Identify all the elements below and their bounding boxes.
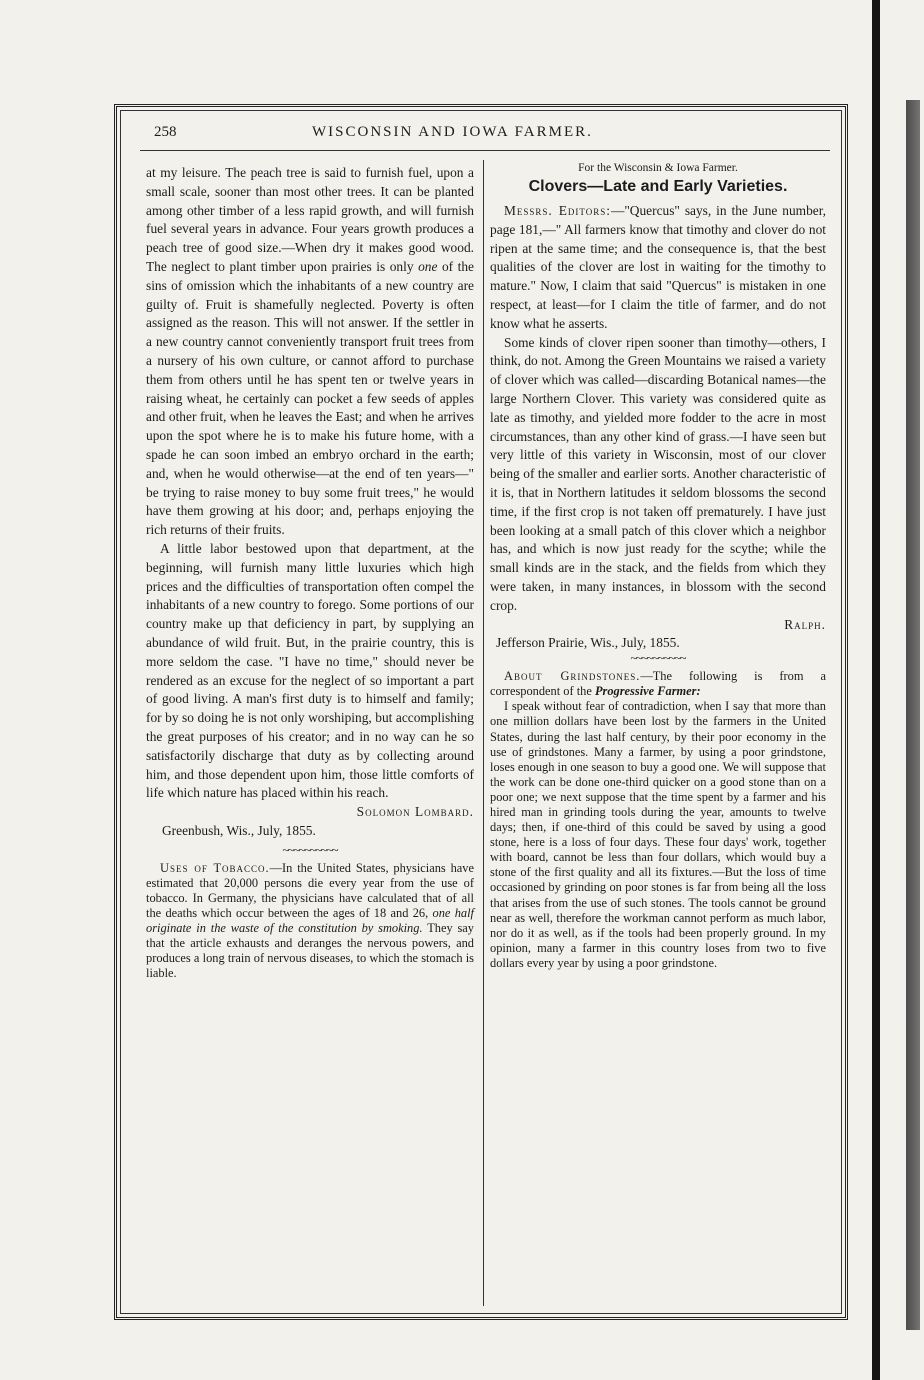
section-divider-swash-right: ~~~~~~~~~~ bbox=[630, 651, 686, 666]
next-page-edge bbox=[906, 100, 920, 1330]
byline-for: For the Wisconsin & Iowa Farmer. bbox=[578, 162, 738, 174]
left-paragraph-1: at my leisure. The peach tree is said to furnish fuel, upon a small scale, sooner than most other trees. It can be planted among other timber of a less rapid growth, and will furnish fuel several years in advance. Four years growth produces a peach tree of good size.—When dry it makes good wood. The neglect to plant timber upon prairies is only one of the sins of omission which the inhabitants of a new country are guilty of. Fruit is shamefully neglected. Poverty is often assigned as the reason. This will not answer. If the settler in a new country cannot conveniently transport fruit trees from a nursery of his own culture, or cannot afford to purchase them from others until he has spent ten or twelve years in raising wheat, he certainly can pocket a few seeds of apples and other fruit, when he leaves the East; and when he arrives upon the spot where he is to make his future home, with a spade he can soon imbed an embryo orchard in the earth; and, when he would otherwise—at the end of ten years—" be trying to raise money to buy some fruit trees," he would have them growing at his door; and, perhaps enjoying the rich returns of their fruits. bbox=[146, 165, 474, 538]
clover-paragraph-1: Messrs. Editors:—"Quercus" says, in the June number, page 181,—" All farmers know that timothy and clover do not ripen at the same time; and the consequence is, that the best qualities of the clover are lost in waiting for the timothy to mature." Now, I claim that said "Quercus" is mistaken in one respect, at least—for I claim the title of farmer, and do not know what he asserts. bbox=[490, 203, 827, 331]
running-head: WISCONSIN AND IOWA FARMER. bbox=[312, 124, 593, 140]
dateline-jefferson: Jefferson Prairie, Wis., July, 1855. bbox=[496, 635, 680, 651]
binding-shadow bbox=[872, 0, 880, 1380]
column-divider bbox=[483, 160, 484, 1306]
article-title: Clovers—Late and Early Varieties. bbox=[528, 178, 788, 195]
grindstones-heading: About Grindstones. bbox=[504, 669, 641, 684]
left-column bbox=[146, 164, 474, 981]
grindstones-intro: About Grindstones.—The following is from a correspondent of the Progressive Farmer: bbox=[490, 669, 827, 699]
section-divider-swash: ~~~~~~~~~~ bbox=[282, 842, 338, 857]
page-header bbox=[140, 124, 830, 146]
signature-lombard: Solomon Lombard. bbox=[356, 804, 474, 820]
page-number: 258 bbox=[154, 124, 177, 140]
dateline-greenbush: Greenbush, Wis., July, 1855. bbox=[162, 822, 316, 838]
left-paragraph-2: A little labor bestowed upon that department, at the beginning, will furnish many little luxuries which high prices and the difficulties of transportation often compel the inhabitants of a new country to forego. Some portions of our country make up that deficiency in part, by supplying an abundance of wild fruit. But, in the prairie country, this is more seldom the case. "I have no time," should never be rendered as an excuse for the neglect of so important a part of good living. A man's first duty is to himself and family; for by so doing he is not only worshiping, but accomplishing the great purposes of his creator; and in no way can he so satisfactorily discharge that duty as by collecting around him, and those dependent upon him, those little comforts of life which nature has placed within his reach. bbox=[146, 540, 474, 801]
grindstones-body: I speak without fear of contradiction, when I say that more than one million dollars have been lost by the farmers in the United States, during the last half century, by their poor economy in the use of grindstones. Many a farmer, by using a poor grindstone, loses enough in one season to buy a good one. We will suppose that the work can be done one-third quicker on a good stone than on a poor one; we next suppose that the time spent by a farmer and his hired man in grinding tools during the year, amounts to twelve days; then, if one-third of this could be saved by using a good stone, here is a loss of four days. These four days' work, together with board, cannot be less than four dollars, which would buy a stone of the first quality and all its fixtures.—But the loss of time occasioned by grinding on poor stones is far from being all the loss that arises from the use of such stones. The tools cannot be ground near as well, therefore the workman cannot perform as much labor, nor do it as well, as if the tools had been properly ground. In my opinion, many a farmer in this country loses from two to five dollars every year by using a poor grindstone. bbox=[490, 699, 826, 970]
header-rule bbox=[140, 150, 830, 151]
signature-ralph: Ralph. bbox=[784, 616, 826, 632]
right-column bbox=[490, 160, 826, 971]
tobacco-article: Uses of Tobacco.—In the United States, physicians have estimated that 20,000 persons die every year from the use of tobacco. In Germany, the physicians have calculated that of all the deaths which occur between the ages of 18 and 26, one half originate in the waste of the constitution by smoking. They say that the article exhausts and deranges the nervous powers, and produces a long train of nervous diseases, to which the stomach is liable. bbox=[146, 860, 475, 981]
clover-paragraph-2: Some kinds of clover ripen sooner than timothy—others, I think, do not. Among the Green Mountains we raised a variety of clover which was called—discarding Botanical names—the large Northern Clover. This variety was considered quite as late as timothy, and yielded more fodder to the acre in most circumstances, than any other kind of grass.—I have seen but very little of this variety in Wisconsin, most of our clover being of the smaller and earlier sorts. Another characteristic of it is, that in Northern latitudes it seldom blossoms the second time, if the first crop is not taken off prematurely. I have just been looking at a small patch of this clover which a neighbor has, and which is now just ready for the scythe; while the small kinds are in the stack, and the fields from which they were taken, in many instances, in blossom with the second crop. bbox=[490, 334, 826, 613]
tobacco-heading: Uses of Tobacco. bbox=[160, 860, 270, 875]
salutation: Messrs. Editors: bbox=[504, 203, 611, 218]
